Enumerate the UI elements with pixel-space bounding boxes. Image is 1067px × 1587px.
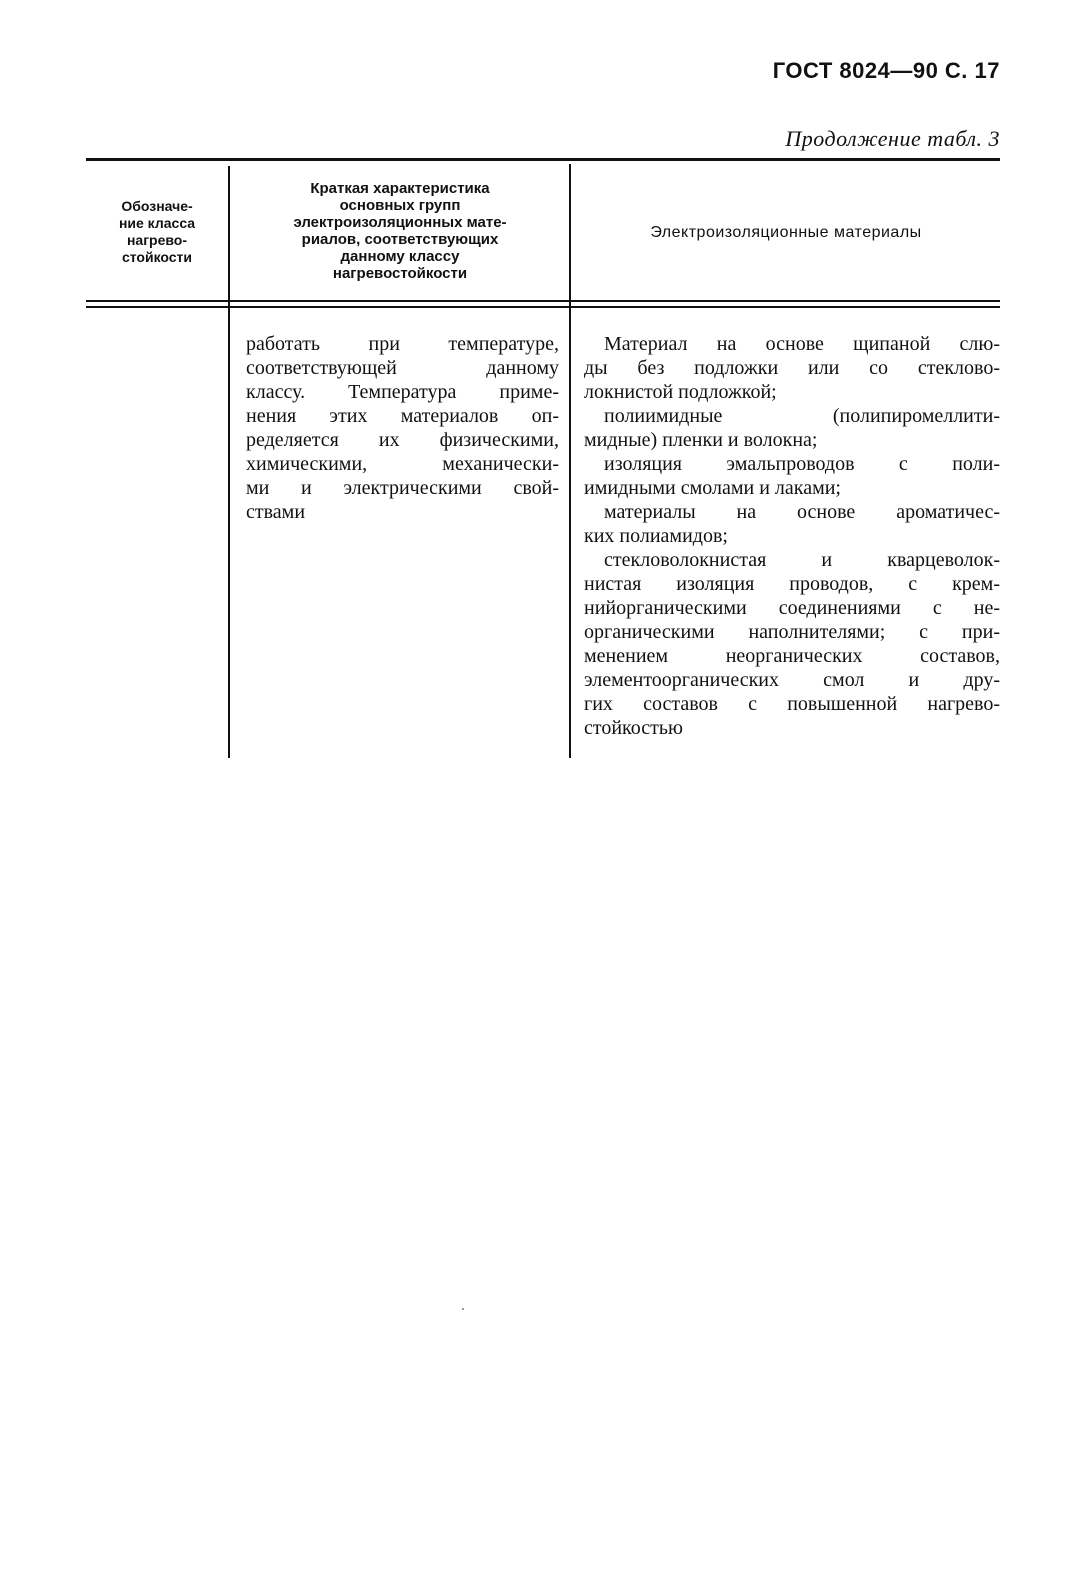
column-divider-2 bbox=[569, 164, 571, 758]
header-materials bbox=[572, 170, 1000, 294]
header-line: данному классу bbox=[340, 248, 460, 265]
table-header-divider-second bbox=[86, 306, 1000, 308]
header-line: Электроизоляционные материалы bbox=[650, 223, 922, 241]
text-line: ды без подложки или со стеклово- bbox=[584, 357, 1000, 379]
header-characteristic bbox=[232, 166, 568, 296]
text-line: ределяется их физическими, bbox=[246, 429, 559, 451]
page-header: ГОСТ 8024—90 С. 17 bbox=[772, 58, 1000, 83]
text-line: ствами bbox=[246, 501, 306, 523]
text-line: элементоорганических смол и дру- bbox=[584, 669, 1000, 691]
text-line: Материал на основе щипаной слю- bbox=[604, 333, 1000, 355]
table-header-divider bbox=[86, 300, 1000, 302]
header-line: Обозначе- bbox=[121, 198, 193, 214]
text-line: органическими наполнителями; с при- bbox=[584, 621, 1000, 643]
table-continuation-label: Продолжение табл. 3 bbox=[785, 126, 1000, 151]
header-line: нагревостойкости bbox=[332, 265, 468, 282]
text-line: стекловолокнистая и кварцеволок- bbox=[604, 549, 1000, 571]
text-line: гих составов с повышенной нагрево- bbox=[584, 693, 1000, 715]
table-top-border bbox=[86, 158, 1000, 161]
header-line: основных групп bbox=[339, 197, 461, 214]
text-line: изоляция эмальпроводов с поли- bbox=[604, 453, 1000, 475]
scan-speck bbox=[462, 1308, 464, 1310]
text-line: химическими, механически- bbox=[246, 453, 559, 475]
text-line: материалы на основе ароматичес- bbox=[604, 501, 1000, 523]
characteristic-cell bbox=[246, 332, 559, 524]
column-divider-1 bbox=[228, 166, 230, 758]
text-line: менением неорганических составов, bbox=[584, 645, 1000, 667]
text-line: нийорганическими соединениями с не- bbox=[584, 597, 1000, 619]
text-line: соответствующей данному bbox=[246, 357, 559, 379]
text-line: работать при температуре, bbox=[246, 333, 559, 355]
header-line: электроизоляционных мате- bbox=[293, 214, 507, 231]
header-line: риалов, соответствующих bbox=[301, 231, 499, 248]
header-line: нагрево- bbox=[126, 232, 188, 248]
header-line: стойкости bbox=[121, 249, 193, 265]
header-line: ние класса bbox=[118, 215, 196, 231]
materials-cell bbox=[584, 332, 1000, 740]
text-line: нения этих материалов оп- bbox=[246, 405, 559, 427]
header-line: Краткая характеристика bbox=[310, 180, 490, 197]
text-line: стойкостью bbox=[584, 717, 683, 739]
header-class-designation bbox=[86, 170, 228, 294]
text-line: мидные) пленки и волокна; bbox=[584, 429, 818, 451]
text-line: ми и электрическими свой- bbox=[246, 477, 559, 499]
text-line: классу. Температура приме- bbox=[246, 381, 559, 403]
text-line: имидными смолами и лаками; bbox=[584, 477, 841, 499]
text-line: полиимидные (полипиромеллити- bbox=[604, 405, 1000, 427]
text-line: локнистой подложкой; bbox=[584, 381, 777, 403]
text-line: нистая изоляция проводов, с крем- bbox=[584, 573, 1000, 595]
text-line: ких полиамидов; bbox=[584, 525, 728, 547]
